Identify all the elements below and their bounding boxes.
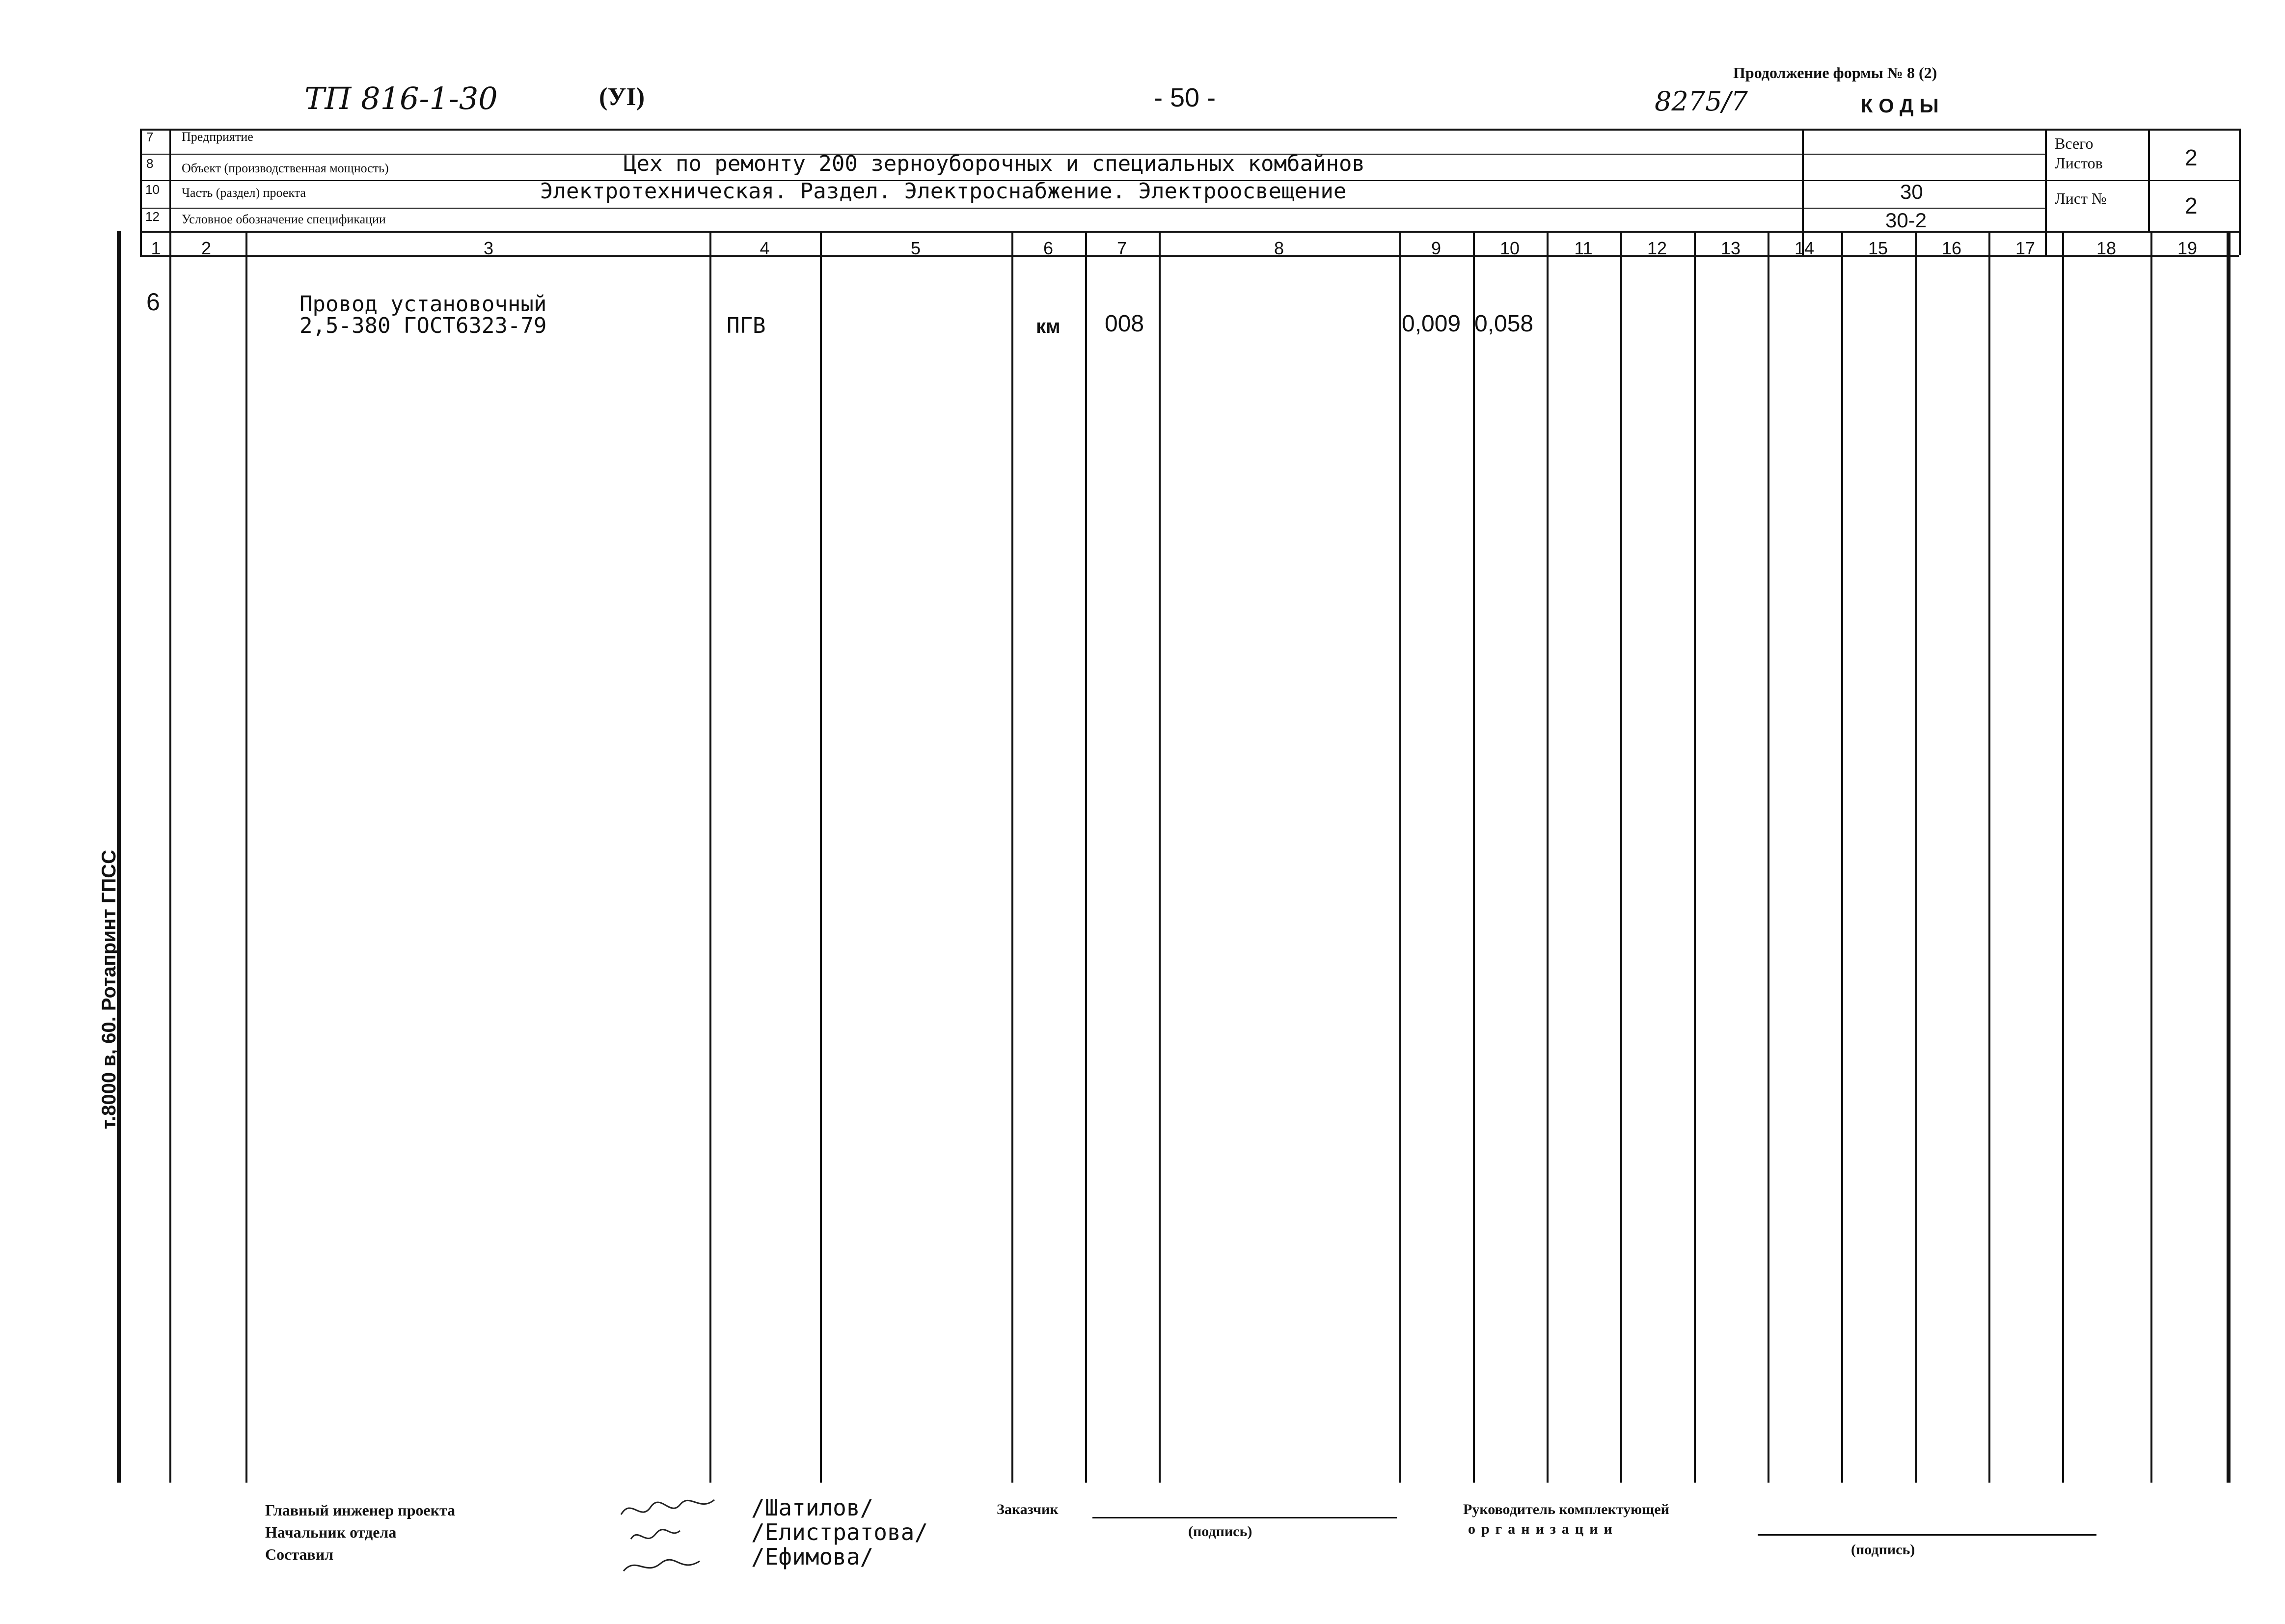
header-top-border [140, 129, 2239, 131]
print-run-note: т.8000 в, 60. Ротапринт ГПСС [98, 849, 120, 1129]
header-row-number: 12 [145, 209, 160, 224]
column-number: 19 [2177, 238, 2198, 258]
column-number: 5 [910, 238, 921, 258]
supplier-signature-line [1758, 1534, 2096, 1536]
supplier-signature-caption: (подпись) [1851, 1542, 1915, 1558]
column-divider [1988, 231, 1990, 1483]
column-divider [1399, 231, 1401, 1483]
sheet-number-label: Лист № [2055, 189, 2107, 207]
column-number: 10 [1499, 238, 1520, 258]
column-number: 9 [1431, 238, 1442, 258]
column-number: 16 [1941, 238, 1962, 258]
total-sheets-value: 2 [2185, 145, 2198, 170]
column-divider [1768, 231, 1769, 1483]
column-number: 17 [2015, 238, 2036, 258]
supplier-label: Руководитель комплектующей [1463, 1501, 1669, 1517]
header-row-label: Условное обозначение спецификации [182, 212, 386, 226]
column-number: 13 [1720, 238, 1741, 258]
column-divider [1841, 231, 1843, 1483]
codes-column-right-border [2045, 129, 2047, 255]
compiler-name: /Ефимова/ [751, 1543, 874, 1570]
project-part-value: Электротехническая. Раздел. Электроснабжение. Электроосвещение [540, 179, 1347, 204]
column-number: 8 [1274, 238, 1284, 258]
header-right-border [2239, 129, 2241, 255]
chief-engineer-name: /Шатилов/ [751, 1494, 874, 1521]
column-number: 15 [1868, 238, 1888, 258]
item-quantity: 0,009 [1402, 311, 1461, 337]
supplier-label-organization: организации [1468, 1521, 1618, 1537]
column-divider [1159, 231, 1161, 1483]
document-code: ТП 816-1-30 [304, 81, 498, 116]
customer-label: Заказчик [997, 1501, 1059, 1517]
header-row-label: Предприятие [182, 130, 253, 144]
header-row-number: 10 [145, 182, 160, 197]
item-unit-code: 008 [1105, 311, 1144, 337]
specification-code: 30-2 [1885, 209, 1927, 232]
header-row-divider [140, 208, 2045, 209]
row-position: 6 [146, 288, 160, 316]
table-right-border [2227, 231, 2231, 1483]
column-number: 18 [2096, 238, 2117, 258]
header-left-border [140, 129, 142, 255]
compiler-label: Составил [265, 1545, 334, 1563]
dept-head-label: Начальник отдела [265, 1523, 397, 1541]
column-divider [1011, 231, 1013, 1483]
header-row-number: 7 [146, 130, 154, 144]
column-divider [2062, 231, 2064, 1483]
column-number: 7 [1116, 238, 1127, 258]
column-number: 2 [201, 238, 212, 258]
column-divider [1620, 231, 1622, 1483]
dept-head-name: /Елистратова/ [751, 1519, 928, 1545]
column-divider [1473, 231, 1475, 1483]
column-divider [1915, 231, 1917, 1483]
sheet-number-value: 2 [2185, 193, 2198, 218]
column-number: 4 [760, 238, 770, 258]
form-continuation: Продолжение формы № 8 (2) [1733, 64, 1937, 81]
object-value: Цех по ремонту 200 зерноуборочных и специальных комбайнов [624, 151, 1365, 176]
project-part-code: 30 [1900, 180, 1923, 203]
archive-number: 8275/7 [1655, 86, 1748, 117]
column-number: 14 [1794, 238, 1815, 258]
column-divider [169, 231, 171, 1483]
header-row-label: Часть (раздел) проекта [182, 186, 306, 200]
item-unit: км [1036, 316, 1061, 337]
item-total: 0,058 [1474, 311, 1534, 337]
column-divider [1547, 231, 1549, 1483]
codes-column-left-border [1802, 129, 1804, 255]
section-mark: (УI) [599, 83, 645, 111]
header-num-divider [169, 129, 171, 231]
chief-engineer-label: Главный инженер проекта [265, 1501, 456, 1519]
column-divider [1085, 231, 1087, 1483]
column-divider [2150, 231, 2152, 1483]
header-row-label: Объект (производственная мощность) [182, 161, 389, 175]
column-number: 3 [483, 238, 494, 258]
sheets-value-divider [2148, 129, 2150, 231]
page-number: - 50 - [1154, 83, 1216, 112]
total-sheets-label: Всего Листов [2055, 135, 2103, 172]
column-number: 1 [151, 238, 161, 258]
header-row-number: 8 [146, 156, 154, 171]
column-number: 12 [1647, 238, 1667, 258]
column-number: 11 [1574, 238, 1593, 258]
item-name: Провод установочный [299, 292, 547, 317]
column-divider [709, 231, 711, 1483]
customer-signature-caption: (подпись) [1188, 1523, 1252, 1540]
customer-signature-line [1092, 1517, 1397, 1518]
column-number: 6 [1043, 238, 1054, 258]
item-standard: 2,5-380 ГОСТ6323-79 [299, 313, 547, 338]
column-divider [245, 231, 247, 1483]
column-divider [820, 231, 822, 1483]
codes-label: КОДЫ [1861, 95, 1945, 117]
handwritten-signatures [616, 1492, 744, 1591]
column-divider [1694, 231, 1696, 1483]
item-type: ПГВ [727, 313, 766, 338]
